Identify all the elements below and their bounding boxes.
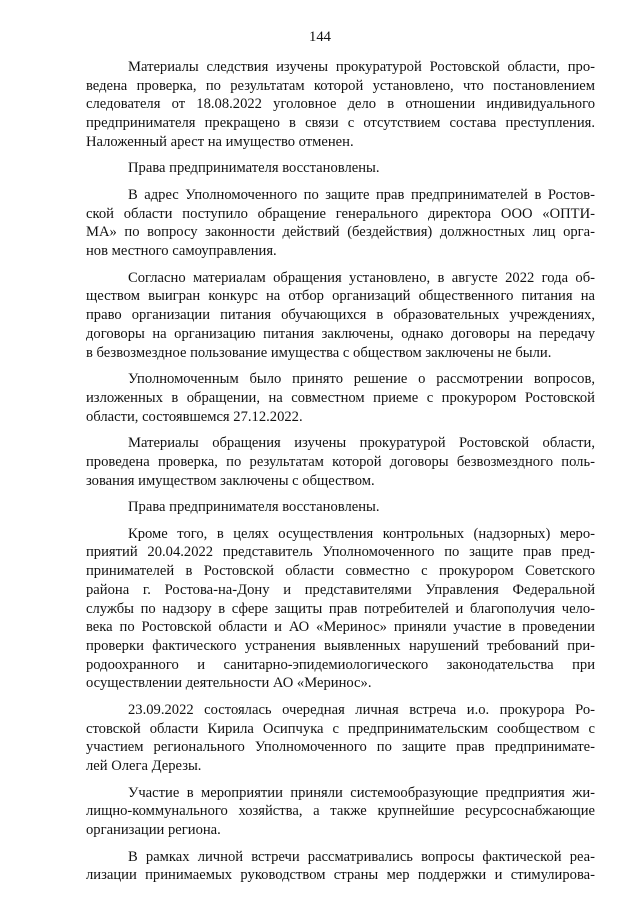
text-line: 23.09.2022 состоялась очередная личная встреча и.о. прокурора Ро- (128, 701, 595, 718)
text-line: Участие в мероприятии приняли системообразующие предприятия жи- (128, 784, 595, 801)
text-line: Согласно материалам обращения установлено, в августе 2022 года об- (128, 269, 595, 286)
paragraph (86, 525, 595, 693)
paragraph (86, 848, 595, 885)
text-line: службы по надзору в сфере защиты прав потребителей и благополучия чело- (86, 600, 595, 617)
text-line: района г. Ростова-на-Дону и представителями Управления Федеральной (86, 581, 595, 598)
text-line: в безвозмездное пользование имущества с обществом заключены не были. (86, 344, 552, 361)
text-line: Материалы следствия изучены прокуратурой Ростовской области, про- (128, 59, 595, 75)
text-line: участием регионального Уполномоченного по защите прав предпринимате- (86, 739, 595, 756)
text-line: проведена проверка, по результатам которой договоры безвозмездного поль- (86, 453, 595, 470)
paragraph (86, 58, 595, 152)
text-line: века по Ростовской области и АО «Меринос» приняли участие в проведении (86, 619, 595, 636)
paragraph (86, 370, 595, 426)
paragraph (86, 701, 595, 776)
text-line: Права предпринимателя восстановлены. (128, 160, 380, 177)
text-line: Материалы обращения изучены прокуратурой Ростовской области, (128, 435, 595, 452)
text-line: В рамках личной встречи рассматривались вопросы фактической реа- (128, 848, 595, 865)
text-line: право организации питания обучающихся в образовательных учреждениях, (86, 307, 595, 324)
text-line: лей Олега Дерезы. (86, 758, 202, 775)
text-line: Наложенный арест на имущество отменен. (86, 133, 354, 150)
page-number: 144 (309, 29, 331, 45)
paragraph (86, 434, 595, 490)
paragraph (86, 186, 595, 261)
text-line: В адрес Уполномоченного по защите прав предпринимателей в Ростов- (128, 187, 595, 203)
document-body (86, 58, 595, 893)
text-line: ществом выигран конкурс на отбор организаций общественного питания на (86, 288, 595, 305)
text-line: приятий 20.04.2022 представитель Уполномоченного по защите прав пред- (86, 544, 595, 561)
text-line: проверки фактического устранения выявленных нарушений требований при- (86, 637, 595, 654)
text-line: принимателей в Ростовской области совместно с прокурором Советского (86, 563, 595, 580)
text-line: предпринимателя прекращено в связи с отсутствием состава преступления. (86, 115, 595, 132)
text-line: изложенных в обращении, на совместном приеме с прокурором Ростовской (86, 389, 595, 406)
text-line: ской области поступило обращение генерального директора ООО «ОПТИ- (86, 205, 595, 222)
text-line: лищно-коммунального хозяйства, а также крупнейшие ресурсоснабжающие (86, 803, 595, 820)
paragraph (86, 159, 595, 178)
text-line: МА» по вопросу законности действий (бездействия) должностных лиц орга- (86, 224, 595, 241)
text-line: нов местного самоуправления. (86, 243, 277, 260)
paragraph (86, 784, 595, 840)
text-line: следователя от 18.08.2022 уголовное дело в отношении индивидуального (86, 96, 595, 113)
paragraph (86, 269, 595, 363)
text-line: организации региона. (86, 822, 221, 839)
text-line: лизации принимаемых руководством страны мер поддержки и стимулирова- (86, 867, 595, 884)
text-line: Уполномоченным было принято решение о рассмотрении вопросов, (128, 371, 595, 388)
text-line: осуществлении деятельности АО «Меринос». (86, 675, 372, 692)
text-line: стовской области Кирила Осипчука с предпринимательским сообществом с (86, 720, 595, 737)
text-line: области, состоявшемся 27.12.2022. (86, 408, 303, 425)
text-line: Права предпринимателя восстановлены. (128, 499, 380, 516)
text-line: зования имуществом заключены с обществом. (86, 472, 375, 489)
text-line: родоохранного и санитарно-эпидемиологического законодательства при (86, 656, 595, 673)
paragraph (86, 498, 595, 517)
text-line: Кроме того, в целях осуществления контрольных (надзорных) меро- (128, 525, 595, 542)
text-line: ведена проверка, по результатам которой установлено, что постановлением (86, 77, 595, 94)
text-line: договоры на организацию питания заключены, однако договоры на передачу (86, 325, 595, 342)
